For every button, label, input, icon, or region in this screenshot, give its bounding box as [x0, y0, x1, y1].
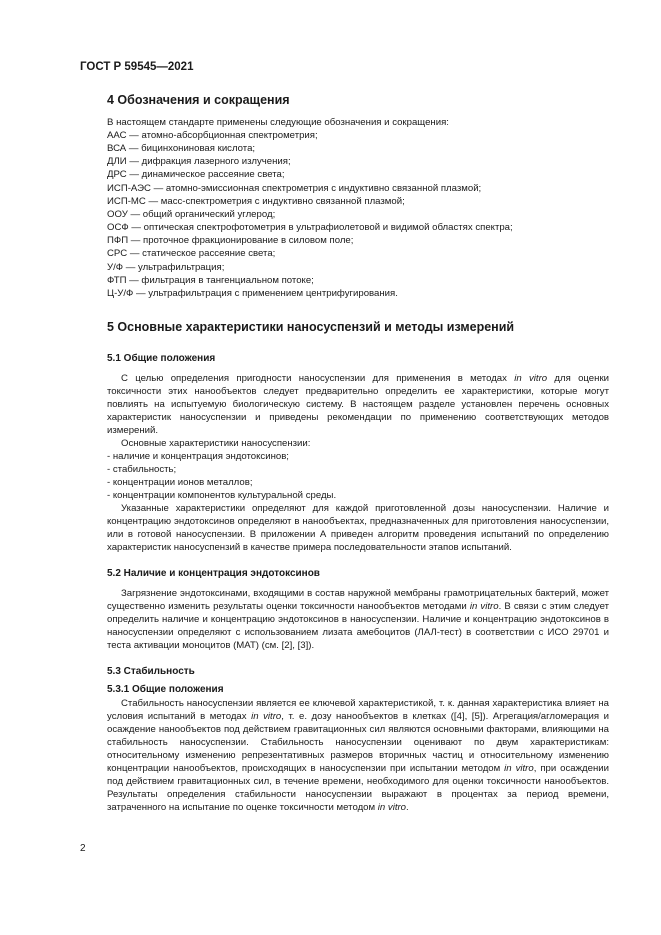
abbreviation-item: ВСА — бицинхониновая кислота; [107, 143, 256, 155]
section-5-3-title: 5.3 Стабильность [107, 666, 195, 677]
page-number: 2 [80, 843, 86, 854]
abbreviation-item: У/Ф — ультрафильтрация; [107, 261, 225, 273]
section-5 [107, 319, 609, 814]
abbreviation-item: ПФП — проточное фракционирование в силовом поле; [107, 235, 354, 247]
abbreviation-item: ИСП-АЭС — атомно-эмиссионная спектрометрия с индуктивно связанной плазмой; [107, 182, 482, 194]
abbreviation-item: ОСФ — оптическая спектрофотометрия в ультрафиолетовой и видимой областях спектра; [107, 222, 513, 234]
section-5-1-paragraph: С целью определения пригодности наносуспензии для применения в методах in vitro для оценки токсичности этих нанообъектов следует предварительно определить ее характеристики, которые могут повлиять на испытуемую биологическую систему. В настоящем разделе установлен перечень основных характеристик наносуспензии и приведены рекомендации по применению соответствующих методов измерений. [107, 373, 610, 436]
abbreviation-item: ААС — атомно-абсорбционная спектрометрия; [107, 130, 318, 141]
section-5-2-title: 5.2 Наличие и концентрация эндотоксинов [107, 568, 320, 579]
characteristics-list-item: - стабильность; [107, 464, 177, 475]
abbreviation-item: Ц-У/Ф — ультрафильтрация с применением центрифугирования. [107, 287, 398, 299]
characteristics-list-intro: Основные характеристики наносуспензии: [121, 438, 311, 449]
section-4-intro: В настоящем стандарте применены следующие обозначения и сокращения: [107, 117, 449, 128]
abbreviation-item: ДЛИ — дифракция лазерного излучения; [107, 156, 291, 168]
section-5-1-paragraph-2: Указанные характеристики определяют для каждой приготовленной дозы наносуспензии. Наличие и концентрацию эндотоксинов определяют в нанообъектах, предназначенных для приготовления наносуспензии, или в готовой наносуспензии. В приложении А приведен алгоритм проведения испытаний по определению характеристик наносуспензий в качестве примера последовательности этапов испытаний. [107, 503, 609, 553]
section-4-title: 4 Обозначения и сокращения [107, 93, 290, 107]
abbreviation-item: СРС — статическое рассеяние света; [107, 248, 276, 260]
abbreviation-item: ФТП — фильтрация в тангенциальном потоке; [107, 274, 314, 286]
abbreviation-item: ООУ — общий органический углерод; [107, 208, 276, 220]
abbreviation-list [107, 129, 609, 300]
characteristics-list-item: - концентрации ионов металлов; [107, 477, 253, 488]
characteristics-list-item: - концентрации компонентов культуральной среды. [107, 490, 337, 501]
standard-code: ГОСТ Р 59545—2021 [80, 61, 194, 73]
section-5-2-paragraph: Загрязнение эндотоксинами, входящими в состав наружной мембраны грамотрицательных бактерий, может существенно изменить результаты оценки токсичности нанообъектов методами in vitro. В связи с этим следует определить наличие и концентрацию эндотоксинов в наносуспензии. Наличие и концентрацию эндотоксинов в наносуспензии определяют с использованием лизата амебоцитов (ЛАЛ-тест) в соответствии с ИСО 29701 и теста активации моноцитов (МАТ) (см. [2], [3]). [107, 588, 609, 651]
abbreviation-item: ИСП-МС — масс-спектрометрия с индуктивно связанной плазмой; [107, 195, 405, 207]
section-5-3-1-paragraph: Стабильность наносуспензии является ее ключевой характеристикой, т. к. данная характеристика влияет на условия испытаний в методах in vitro, т. е. дозу нанообъектов в клетках ([4], [5]). Агрегация/агломерация и осаждение нанообъектов под действием гравитационных сил являются основными факторами, влияющими на стабильность наносуспензии. Стабильность наносуспензии оценивают по двум характеристикам: относительному изменению репрезентативных размеров вторичных частиц и относительному изменению концентрации нанообъектов, происходящих в наносуспензии при испытании методом in vitro, при осаждении под действием гравитационных сил, в течение времени, необходимого для оценки токсичности нанообъектов. Результаты определения стабильности наносуспензии выражают в процентах за период времени, затраченного на испытание по оценке токсичности методом in vitro. [107, 698, 610, 813]
section-5-1-title: 5.1 Общие положения [107, 353, 216, 364]
section-4 [107, 92, 609, 300]
section-5-title: 5 Основные характеристики наносуспензий и методы измерений [107, 320, 515, 334]
characteristics-list-item: - наличие и концентрация эндотоксинов; [107, 451, 289, 462]
section-5-3-1-title: 5.3.1 Общие положения [107, 684, 224, 695]
abbreviation-item: ДРС — динамическое рассеяние света; [107, 169, 285, 181]
